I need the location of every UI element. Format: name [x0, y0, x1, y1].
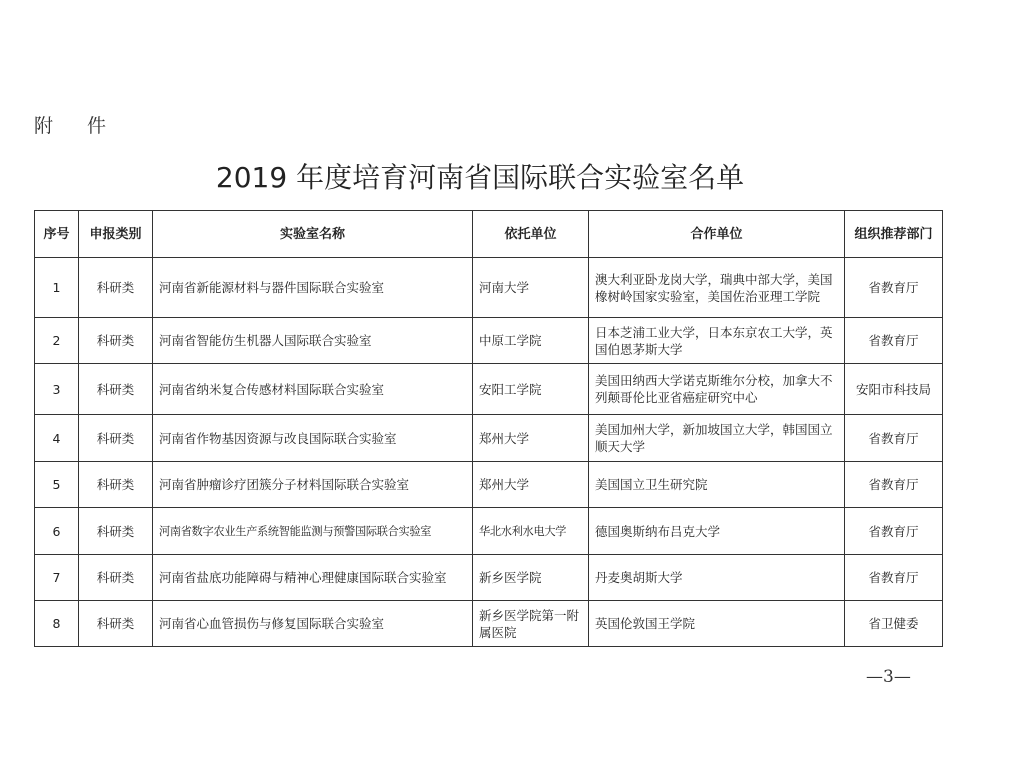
row-lab-name: 河南省作物基因资源与改良国际联合实验室: [153, 415, 473, 462]
table-row: [35, 258, 943, 318]
document-title: [0, 156, 1024, 196]
row-index: 3: [35, 364, 79, 415]
row-partners: 澳大利亚卧龙岗大学，瑞典中部大学，美国橡树岭国家实验室，美国佐治亚理工学院: [589, 258, 845, 318]
row-lab-name: 河南省心血管损伤与修复国际联合实验室: [153, 601, 473, 647]
row-partners: 德国奥斯纳布吕克大学: [589, 508, 845, 555]
document-title-text: 2019 年度培育河南省国际联合实验室名单: [215, 161, 745, 194]
row-recommending-dept: 省教育厅: [845, 555, 943, 601]
row-lab-name: 河南省新能源材料与器件国际联合实验室: [153, 258, 473, 318]
row-host-unit: 郑州大学: [473, 462, 589, 508]
row-recommending-dept: 省教育厅: [845, 318, 943, 364]
row-partners: 英国伦敦国王学院: [589, 601, 845, 647]
row-index: 1: [35, 258, 79, 318]
row-category: 科研类: [79, 318, 153, 364]
row-host-unit: 河南大学: [473, 258, 589, 318]
row-lab-name: 河南省肿瘤诊疗团簇分子材料国际联合实验室: [153, 462, 473, 508]
row-recommending-dept: 省教育厅: [845, 508, 943, 555]
row-partners: 日本芝浦工业大学，日本东京农工大学，英国伯恩茅斯大学: [589, 318, 845, 364]
row-host-unit: 郑州大学: [473, 415, 589, 462]
row-index: 7: [35, 555, 79, 601]
row-host-unit: 华北水利水电大学: [473, 508, 589, 555]
table-row: [35, 555, 943, 601]
table-row: [35, 318, 943, 364]
row-host-unit: 安阳工学院: [473, 364, 589, 415]
row-category: 科研类: [79, 508, 153, 555]
row-index: 8: [35, 601, 79, 647]
row-lab-name: 河南省盐底功能障碍与精神心理健康国际联合实验室: [153, 555, 473, 601]
row-lab-name: 河南省智能仿生机器人国际联合实验室: [153, 318, 473, 364]
row-partners: 美国田纳西大学诺克斯维尔分校，加拿大不列颠哥伦比亚省癌症研究中心: [589, 364, 845, 415]
column-header-host-unit: 依托单位: [473, 211, 589, 258]
row-index: 6: [35, 508, 79, 555]
row-category: 科研类: [79, 555, 153, 601]
column-header-partners: 合作单位: [589, 211, 845, 258]
column-header-lab-name: 实验室名称: [153, 211, 473, 258]
row-recommending-dept: 省卫健委: [845, 601, 943, 647]
row-category: 科研类: [79, 364, 153, 415]
row-host-unit: 中原工学院: [473, 318, 589, 364]
row-host-unit: 新乡医学院: [473, 555, 589, 601]
table-row: [35, 364, 943, 415]
row-recommending-dept: 安阳市科技局: [845, 364, 943, 415]
row-host-unit: 新乡医学院第一附属医院: [473, 601, 589, 647]
column-header-category: 申报类别: [79, 211, 153, 258]
row-recommending-dept: 省教育厅: [845, 462, 943, 508]
attachment-label: 附 件: [34, 115, 121, 137]
row-recommending-dept: 省教育厅: [845, 415, 943, 462]
row-category: 科研类: [79, 415, 153, 462]
row-category: 科研类: [79, 601, 153, 647]
row-partners: 美国加州大学，新加坡国立大学，韩国国立顺天大学: [589, 415, 845, 462]
row-index: 4: [35, 415, 79, 462]
table-header-row: [35, 211, 943, 258]
page-number: —3—: [866, 667, 911, 687]
row-partners: 丹麦奥胡斯大学: [589, 555, 845, 601]
row-index: 2: [35, 318, 79, 364]
row-lab-name: 河南省数字农业生产系统智能监测与预警国际联合实验室: [153, 508, 473, 555]
table-row: [35, 415, 943, 462]
row-category: 科研类: [79, 462, 153, 508]
table-row: [35, 462, 943, 508]
row-lab-name: 河南省纳米复合传感材料国际联合实验室: [153, 364, 473, 415]
row-partners: 美国国立卫生研究院: [589, 462, 845, 508]
row-recommending-dept: 省教育厅: [845, 258, 943, 318]
lab-list-table: [34, 210, 943, 647]
column-header-recommending-dept: 组织推荐部门: [845, 211, 943, 258]
row-index: 5: [35, 462, 79, 508]
column-header-index: 序号: [35, 211, 79, 258]
table-row: [35, 601, 943, 647]
table-row: [35, 508, 943, 555]
row-category: 科研类: [79, 258, 153, 318]
